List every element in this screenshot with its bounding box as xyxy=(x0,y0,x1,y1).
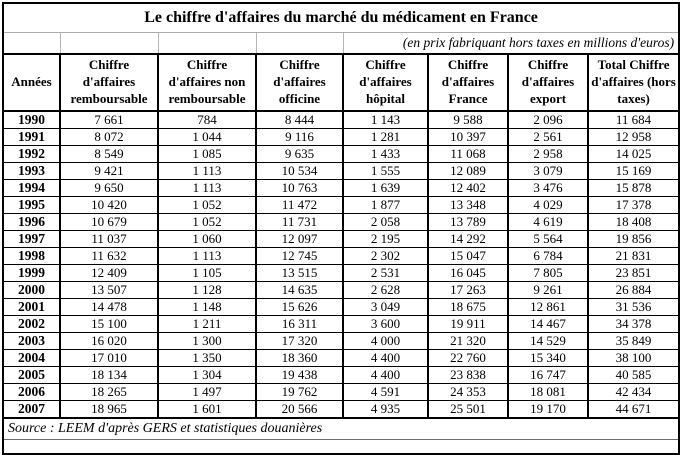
value-cell: 9 635 xyxy=(256,145,343,162)
year-cell: 1991 xyxy=(3,128,60,145)
value-cell: 1 113 xyxy=(158,179,256,196)
column-header-total: Total Chiffre d'affaires (hors taxes) xyxy=(588,54,679,111)
value-cell: 4 619 xyxy=(508,213,588,230)
year-cell: 1990 xyxy=(3,111,60,129)
year-cell: 2002 xyxy=(3,315,60,332)
value-cell: 1 052 xyxy=(158,213,256,230)
value-cell: 26 884 xyxy=(588,281,679,298)
column-header-officine: Chiffre d'affaires officine xyxy=(256,54,343,111)
value-cell: 18 134 xyxy=(60,366,158,383)
value-cell: 2 628 xyxy=(343,281,428,298)
title-row xyxy=(3,3,679,33)
value-cell: 14 478 xyxy=(60,298,158,315)
year-cell: 1993 xyxy=(3,162,60,179)
value-cell: 13 507 xyxy=(60,281,158,298)
value-cell: 14 025 xyxy=(588,145,679,162)
source-note: Source : LEEM d'après GERS et statistiques douanières xyxy=(3,418,679,440)
value-cell: 1 304 xyxy=(158,366,256,383)
value-cell: 1 060 xyxy=(158,230,256,247)
value-cell: 784 xyxy=(158,111,256,129)
column-header-non-remboursable: Chiffre d'affaires non remboursable xyxy=(158,54,256,111)
table-row xyxy=(3,230,679,247)
value-cell: 2 958 xyxy=(508,145,588,162)
year-cell: 2005 xyxy=(3,366,60,383)
value-cell: 9 421 xyxy=(60,162,158,179)
value-cell: 10 534 xyxy=(256,162,343,179)
value-cell: 11 068 xyxy=(428,145,508,162)
table-row xyxy=(3,349,679,366)
bottom-spacer-cell xyxy=(3,439,679,454)
value-cell: 9 261 xyxy=(508,281,588,298)
value-cell: 2 302 xyxy=(343,247,428,264)
value-cell: 20 566 xyxy=(256,400,343,418)
value-cell: 4 000 xyxy=(343,332,428,349)
year-cell: 2007 xyxy=(3,400,60,418)
value-cell: 18 965 xyxy=(60,400,158,418)
value-cell: 17 378 xyxy=(588,196,679,213)
page-title: Le chiffre d'affaires du marché du médicament en France xyxy=(3,3,679,33)
value-cell: 4 591 xyxy=(343,383,428,400)
value-cell: 14 529 xyxy=(508,332,588,349)
value-cell: 12 958 xyxy=(588,128,679,145)
value-cell: 7 805 xyxy=(508,264,588,281)
value-cell: 16 045 xyxy=(428,264,508,281)
value-cell: 9 116 xyxy=(256,128,343,145)
value-cell: 19 170 xyxy=(508,400,588,418)
year-cell: 2001 xyxy=(3,298,60,315)
table-row xyxy=(3,145,679,162)
value-cell: 18 265 xyxy=(60,383,158,400)
value-cell: 15 878 xyxy=(588,179,679,196)
value-cell: 1 350 xyxy=(158,349,256,366)
table-row xyxy=(3,179,679,196)
subtitle-spacer-cell xyxy=(256,33,343,55)
value-cell: 4 400 xyxy=(343,366,428,383)
value-cell: 12 089 xyxy=(428,162,508,179)
value-cell: 13 789 xyxy=(428,213,508,230)
value-cell: 16 311 xyxy=(256,315,343,332)
units-note: (en prix fabriquant hors taxes en millions d'euros) xyxy=(402,35,675,50)
year-cell: 1999 xyxy=(3,264,60,281)
value-cell: 3 600 xyxy=(343,315,428,332)
value-cell: 34 378 xyxy=(588,315,679,332)
table-row xyxy=(3,111,679,129)
value-cell: 2 096 xyxy=(508,111,588,129)
table-row xyxy=(3,366,679,383)
year-cell: 2004 xyxy=(3,349,60,366)
value-cell: 19 762 xyxy=(256,383,343,400)
value-cell: 11 731 xyxy=(256,213,343,230)
year-cell: 1996 xyxy=(3,213,60,230)
value-cell: 12 402 xyxy=(428,179,508,196)
table-body xyxy=(3,111,679,418)
table-row xyxy=(3,247,679,264)
year-cell: 1998 xyxy=(3,247,60,264)
value-cell: 9 650 xyxy=(60,179,158,196)
value-cell: 1 044 xyxy=(158,128,256,145)
value-cell: 1 433 xyxy=(343,145,428,162)
value-cell: 18 081 xyxy=(508,383,588,400)
value-cell: 2 195 xyxy=(343,230,428,247)
value-cell: 1 877 xyxy=(343,196,428,213)
value-cell: 1 128 xyxy=(158,281,256,298)
table-row xyxy=(3,332,679,349)
year-cell: 2006 xyxy=(3,383,60,400)
value-cell: 13 348 xyxy=(428,196,508,213)
year-cell: 1997 xyxy=(3,230,60,247)
value-cell: 35 849 xyxy=(588,332,679,349)
value-cell: 12 745 xyxy=(256,247,343,264)
value-cell: 10 679 xyxy=(60,213,158,230)
value-cell: 1 211 xyxy=(158,315,256,332)
year-cell: 1994 xyxy=(3,179,60,196)
value-cell: 2 531 xyxy=(343,264,428,281)
value-cell: 24 353 xyxy=(428,383,508,400)
revenue-table xyxy=(2,2,680,455)
value-cell: 11 037 xyxy=(60,230,158,247)
value-cell: 12 097 xyxy=(256,230,343,247)
value-cell: 1 085 xyxy=(158,145,256,162)
value-cell: 10 397 xyxy=(428,128,508,145)
table-container xyxy=(2,2,680,455)
value-cell: 44 671 xyxy=(588,400,679,418)
value-cell: 18 675 xyxy=(428,298,508,315)
value-cell: 15 626 xyxy=(256,298,343,315)
value-cell: 11 684 xyxy=(588,111,679,129)
column-header-hopital: Chiffre d'affaires hôpital xyxy=(343,54,428,111)
units-row xyxy=(3,33,679,55)
value-cell: 1 300 xyxy=(158,332,256,349)
value-cell: 10 763 xyxy=(256,179,343,196)
value-cell: 13 515 xyxy=(256,264,343,281)
value-cell: 1 639 xyxy=(343,179,428,196)
value-cell: 16 020 xyxy=(60,332,158,349)
value-cell: 3 476 xyxy=(508,179,588,196)
value-cell: 1 113 xyxy=(158,247,256,264)
value-cell: 15 047 xyxy=(428,247,508,264)
value-cell: 17 263 xyxy=(428,281,508,298)
value-cell: 11 472 xyxy=(256,196,343,213)
value-cell: 40 585 xyxy=(588,366,679,383)
value-cell: 17 010 xyxy=(60,349,158,366)
column-header-france: Chiffre d'affaires France xyxy=(428,54,508,111)
source-row xyxy=(3,418,679,440)
value-cell: 1 497 xyxy=(158,383,256,400)
table-row xyxy=(3,128,679,145)
value-cell: 3 079 xyxy=(508,162,588,179)
value-cell: 22 760 xyxy=(428,349,508,366)
bottom-spacer-row xyxy=(3,439,679,454)
table-row xyxy=(3,213,679,230)
value-cell: 8 549 xyxy=(60,145,158,162)
value-cell: 16 747 xyxy=(508,366,588,383)
header-row xyxy=(3,54,679,111)
year-cell: 1995 xyxy=(3,196,60,213)
column-header-annees: Années xyxy=(3,54,60,111)
value-cell: 4 400 xyxy=(343,349,428,366)
value-cell: 9 588 xyxy=(428,111,508,129)
value-cell: 11 632 xyxy=(60,247,158,264)
year-cell: 1992 xyxy=(3,145,60,162)
value-cell: 12 861 xyxy=(508,298,588,315)
value-cell: 8 072 xyxy=(60,128,158,145)
table-row xyxy=(3,264,679,281)
value-cell: 23 838 xyxy=(428,366,508,383)
value-cell: 5 564 xyxy=(508,230,588,247)
value-cell: 2 561 xyxy=(508,128,588,145)
value-cell: 42 434 xyxy=(588,383,679,400)
value-cell: 15 169 xyxy=(588,162,679,179)
value-cell: 31 536 xyxy=(588,298,679,315)
value-cell: 19 856 xyxy=(588,230,679,247)
value-cell: 21 320 xyxy=(428,332,508,349)
value-cell: 18 360 xyxy=(256,349,343,366)
value-cell: 12 409 xyxy=(60,264,158,281)
table-row xyxy=(3,281,679,298)
column-header-remboursable: Chiffre d'affaires remboursable xyxy=(60,54,158,111)
column-header-export: Chiffre d'affaires export xyxy=(508,54,588,111)
value-cell: 17 320 xyxy=(256,332,343,349)
table-row xyxy=(3,162,679,179)
value-cell: 1 555 xyxy=(343,162,428,179)
value-cell: 14 292 xyxy=(428,230,508,247)
value-cell: 25 501 xyxy=(428,400,508,418)
value-cell: 23 851 xyxy=(588,264,679,281)
value-cell: 6 784 xyxy=(508,247,588,264)
value-cell: 1 143 xyxy=(343,111,428,129)
subtitle-spacer-cell xyxy=(60,33,158,55)
value-cell: 1 148 xyxy=(158,298,256,315)
value-cell: 8 444 xyxy=(256,111,343,129)
value-cell: 7 661 xyxy=(60,111,158,129)
value-cell: 3 049 xyxy=(343,298,428,315)
subtitle-spacer-cell xyxy=(3,33,60,55)
value-cell: 15 100 xyxy=(60,315,158,332)
value-cell: 19 438 xyxy=(256,366,343,383)
value-cell: 14 635 xyxy=(256,281,343,298)
value-cell: 1 281 xyxy=(343,128,428,145)
value-cell: 14 467 xyxy=(508,315,588,332)
table-row xyxy=(3,298,679,315)
value-cell: 19 911 xyxy=(428,315,508,332)
value-cell: 18 408 xyxy=(588,213,679,230)
value-cell: 21 831 xyxy=(588,247,679,264)
value-cell: 1 113 xyxy=(158,162,256,179)
value-cell: 4 029 xyxy=(508,196,588,213)
subtitle-spacer-cell xyxy=(158,33,256,55)
value-cell: 15 340 xyxy=(508,349,588,366)
table-row xyxy=(3,196,679,213)
value-cell: 2 058 xyxy=(343,213,428,230)
value-cell: 1 105 xyxy=(158,264,256,281)
year-cell: 2000 xyxy=(3,281,60,298)
table-row xyxy=(3,400,679,418)
value-cell: 1 052 xyxy=(158,196,256,213)
table-row xyxy=(3,315,679,332)
table-row xyxy=(3,383,679,400)
value-cell: 1 601 xyxy=(158,400,256,418)
value-cell: 38 100 xyxy=(588,349,679,366)
value-cell: 4 935 xyxy=(343,400,428,418)
value-cell: 10 420 xyxy=(60,196,158,213)
year-cell: 2003 xyxy=(3,332,60,349)
